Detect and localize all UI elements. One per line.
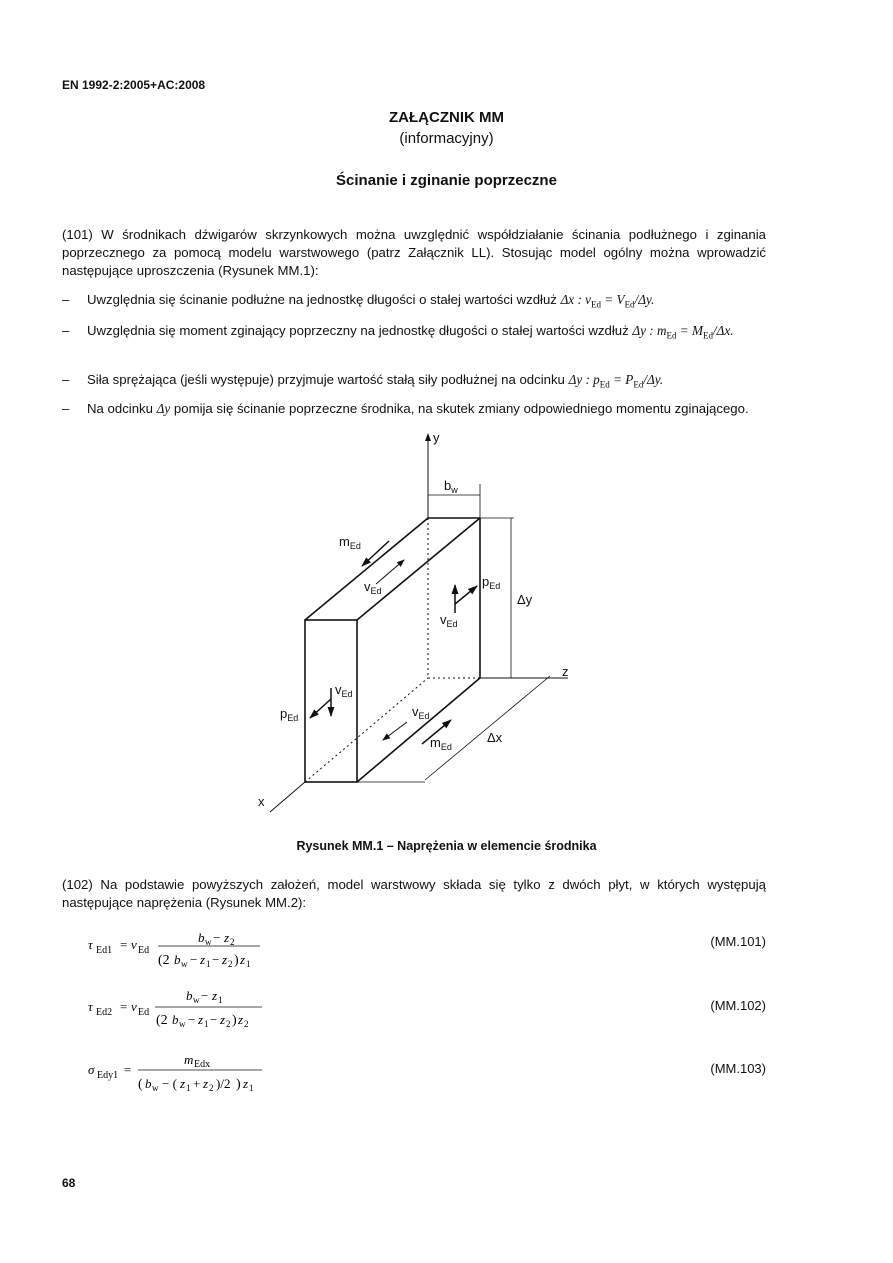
- p-ed-front-arrow: [310, 699, 331, 718]
- svg-text:v: v: [131, 937, 137, 952]
- svg-text:): ): [236, 1077, 241, 1092]
- p-ed-back-arrow: [455, 586, 477, 604]
- svg-text:2: 2: [230, 937, 235, 947]
- section-heading: Ścinanie i zginanie poprzeczne: [336, 172, 557, 189]
- equation-mm102: [80, 986, 280, 1034]
- svg-text:Ed1: Ed1: [96, 945, 113, 956]
- svg-text:z: z: [220, 1012, 226, 1027]
- svg-text:z: z: [180, 1076, 186, 1091]
- bullet-1-text: Uwzględnia się ścinanie podłużne na jednostkę długości o stałej wartości wzdłuż Δx : $v_{Ed} = V_{Ed}/\Delta y$.: [87, 292, 655, 310]
- paragraph-101: (101) W środnikach dźwigarów skrzynkowych można uwzględnić współdziałanie ścinania podłużnego i zginania poprzecznego za pomocą modelu warstwowego (patrz Załącznik LL). Stosując model ogólny można wprowadzić następujące uproszczenia (Rysunek MM.1):: [62, 227, 766, 278]
- y-axis-label: y: [433, 430, 440, 445]
- dy-label: Δy: [517, 592, 533, 607]
- svg-text:−: −: [201, 988, 209, 1003]
- svg-text:−: −: [213, 930, 221, 945]
- svg-text:1: 1: [206, 959, 211, 969]
- svg-text:+: +: [193, 1076, 201, 1091]
- svg-text:Edx: Edx: [194, 1059, 211, 1070]
- svg-text:m: m: [184, 1052, 194, 1067]
- svg-text:)/2: )/2: [216, 1076, 231, 1091]
- svg-text:b: b: [174, 952, 181, 967]
- v-ed-side-label: $v_{Ed}$: [440, 612, 458, 629]
- dx-dimension-line: [425, 676, 550, 780]
- x-axis-label: x: [258, 794, 265, 809]
- top-left-edge: [305, 518, 428, 620]
- equation-mm103: [80, 1048, 280, 1096]
- equation-mm101: [80, 922, 280, 970]
- annex-subtitle: (informacyjny): [399, 130, 494, 147]
- m-ed-bottom-label: $m_{Ed}$: [430, 735, 452, 752]
- standard-code: EN 1992-2:2005+AC:2008: [62, 78, 206, 92]
- equation-number-101: (MM.101): [710, 934, 766, 949]
- bullet-3-text: Siła sprężająca (jeśli występuje) przyjmuje wartość stałą siły podłużnej na odcinku Δy : $p_{Ed} = P_{Ed}/\Delta y$.: [87, 372, 664, 390]
- svg-text:z: z: [222, 952, 228, 967]
- svg-text:2: 2: [244, 1019, 249, 1029]
- equation-number-103: (MM.103): [710, 1061, 766, 1076]
- v-ed-bottom-label: $v_{Ed}$: [412, 704, 430, 721]
- svg-text:=: =: [120, 937, 128, 952]
- svg-text:−: −: [190, 952, 198, 967]
- p-ed-front-label: $p_{Ed}$: [280, 706, 299, 723]
- svg-text:2: 2: [209, 1083, 214, 1093]
- svg-text:−: −: [188, 1012, 196, 1027]
- figure-caption: Rysunek MM.1 – Naprężenia w elemencie środnika: [296, 839, 597, 853]
- svg-text:2: 2: [226, 1019, 231, 1029]
- svg-text:1: 1: [218, 995, 223, 1005]
- svg-text:Ed: Ed: [138, 945, 150, 956]
- svg-text:Edy1: Edy1: [97, 1070, 119, 1081]
- svg-text:τ: τ: [88, 999, 93, 1014]
- svg-text:−: −: [210, 1012, 218, 1027]
- page-number: 68: [62, 1176, 76, 1190]
- svg-text:1: 1: [246, 959, 251, 969]
- dx-label: Δx: [487, 730, 503, 745]
- svg-text:b: b: [172, 1012, 179, 1027]
- hidden-diagonal-edge: [305, 678, 428, 782]
- v-ed-top-label: $v_{Ed}$: [364, 579, 382, 596]
- bullet-4-text: Na odcinku Δy pomija się ścinanie poprzeczne środnika, na skutek zmiany odpowiedniego momentu zginającego.: [87, 401, 749, 416]
- svg-text:Ed: Ed: [138, 1007, 150, 1018]
- svg-text:z: z: [203, 1076, 209, 1091]
- top-right-edge: [357, 518, 480, 620]
- bullet-dash: –: [62, 372, 70, 387]
- svg-text:=: =: [120, 999, 128, 1014]
- bullet-dash: –: [62, 323, 70, 338]
- svg-text:b: b: [198, 930, 205, 945]
- v-ed-bottom-arrow: [383, 722, 407, 740]
- svg-text:b: b: [186, 988, 193, 1003]
- svg-text:1: 1: [204, 1019, 209, 1029]
- svg-text:): ): [232, 1013, 237, 1028]
- annex-title: ZAŁĄCZNIK MM: [389, 109, 504, 126]
- bullet-2-text: Uwzględnia się moment zginający poprzeczny na jednostkę długości o stałej wartości wzdłuż Δy : $m_{Ed} = M_{Ed}/\Delta x$.: [87, 323, 734, 341]
- bullet-dash: –: [62, 401, 70, 416]
- svg-text:w: w: [152, 1083, 159, 1093]
- svg-text:− (: − (: [162, 1076, 177, 1091]
- svg-text:z: z: [212, 988, 218, 1003]
- bullet-dash: –: [62, 292, 70, 307]
- m-ed-top-label: $m_{Ed}$: [339, 534, 361, 551]
- svg-text:τ: τ: [88, 937, 93, 952]
- svg-text:σ: σ: [88, 1062, 95, 1077]
- svg-text:b: b: [145, 1076, 152, 1091]
- svg-text:(2: (2: [156, 1013, 168, 1028]
- z-axis-label: z: [562, 664, 569, 679]
- svg-text:(: (: [138, 1077, 143, 1092]
- svg-text:w: w: [179, 1019, 186, 1029]
- paragraph-102: (102) Na podstawie powyższych założeń, model warstwowy składa się tylko z dwóch płyt, w których występują następujące naprężenia (Rysunek MM.2):: [62, 877, 766, 910]
- svg-text:z: z: [243, 1076, 249, 1091]
- bw-label: $b_w$: [444, 478, 458, 495]
- svg-text:z: z: [238, 1012, 244, 1027]
- p-ed-back-label: $p_{Ed}$: [482, 574, 501, 591]
- svg-text:w: w: [193, 995, 200, 1005]
- svg-text:=: =: [124, 1062, 132, 1077]
- svg-text:w: w: [205, 937, 212, 947]
- svg-text:(2: (2: [158, 953, 170, 968]
- svg-text:1: 1: [186, 1083, 191, 1093]
- equation-number-102: (MM.102): [710, 998, 766, 1013]
- x-axis: [270, 782, 305, 812]
- svg-text:w: w: [181, 959, 188, 969]
- v-ed-top-arrow: [376, 560, 404, 584]
- svg-text:−: −: [212, 952, 220, 967]
- svg-text:z: z: [224, 930, 230, 945]
- bottom-right-edge: [357, 678, 480, 782]
- svg-text:1: 1: [249, 1083, 254, 1093]
- svg-text:z: z: [200, 952, 206, 967]
- svg-text:z: z: [198, 1012, 204, 1027]
- svg-text:): ): [234, 953, 239, 968]
- v-ed-front-label: $v_{Ed}$: [335, 682, 353, 699]
- svg-text:Ed2: Ed2: [96, 1007, 113, 1018]
- svg-text:2: 2: [228, 959, 233, 969]
- svg-text:z: z: [240, 952, 246, 967]
- svg-text:v: v: [131, 999, 137, 1014]
